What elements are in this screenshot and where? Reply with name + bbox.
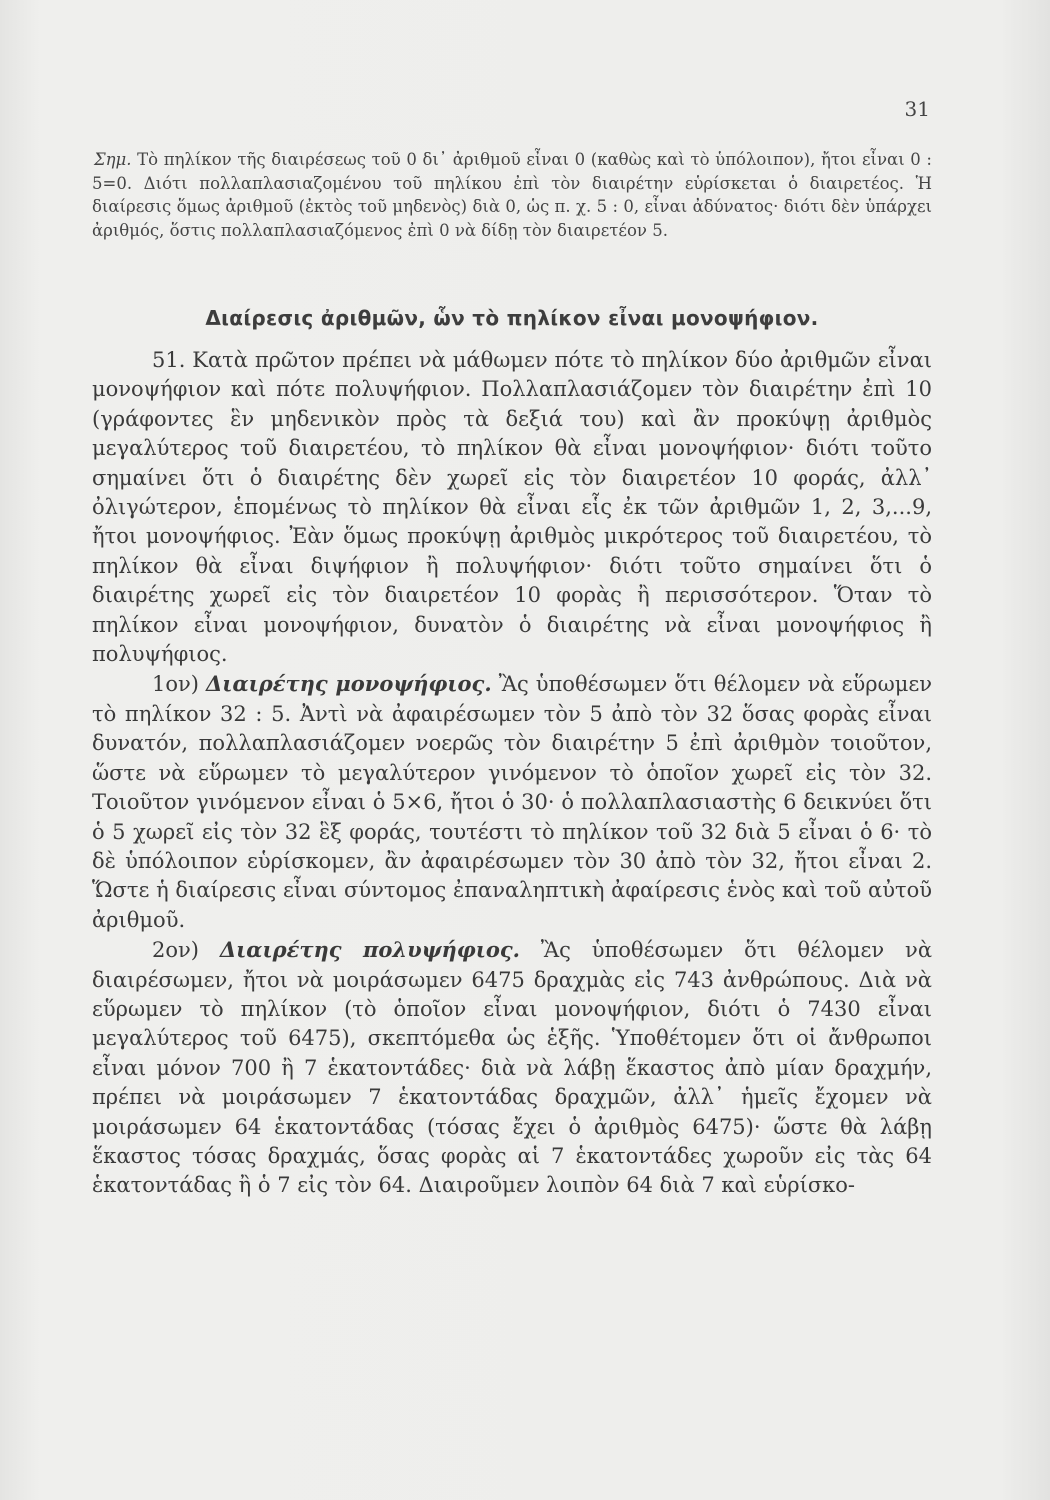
case-2-title: Διαιρέτης πολυψήφιος. — [219, 937, 520, 963]
case-2-text: Ἂς ὑποθέσωμεν ὅτι θέλομεν νὰ διαιρέσωμεν, ἤτοι νὰ μοιράσωμεν 6475 δραχμὰς εἰς 743 ἀνθρώπους. Διὰ νὰ εὕρωμεν τὸ πηλίκον (τὸ ὁποῖον εἶναι μονοψήφιον, διότι ὁ 7430 εἶναι μεγαλύτερος τοῦ 6475), σκεπτόμεθα ὡς ἑξῆς. Ὑποθέτομεν ὅτι οἱ ἄνθρωποι εἶναι μόνον 700 ἢ 7 ἑκατοντάδες· διὰ νὰ λάβῃ ἕκαστος ἀπὸ μίαν δραχμήν, πρέπει νὰ μοιράσωμεν 7 ἑκατοντάδας δραχμῶν, ἀλλ᾽ ἡμεῖς ἔχομεν νὰ μοιράσωμεν 64 ἑκατοντάδας (τόσας ἔχει ὁ ἀριθμὸς 6475)· ὥστε θὰ λάβῃ ἕκαστος τόσας δραχμάς, ὅσας φορὰς αἱ 7 ἑκατοντάδες χωροῦν εἰς τὰς 64 ἑκατοντάδας ἢ ὁ 7 εἰς τὸν 64. Διαιροῦμεν λοιπὸν 64 διὰ 7 καὶ εὑρίσκο- — [92, 938, 933, 1198]
case-2-prefix: 2ον) — [152, 938, 220, 963]
case-1-title: Διαιρέτης μονοψήφιος. — [206, 671, 492, 697]
case-1-prefix: 1ον) — [152, 672, 207, 697]
note-paragraph — [92, 148, 932, 242]
paragraph-case-2 — [92, 935, 932, 1201]
page-number: 31 — [904, 97, 930, 121]
paragraph-case-1 — [92, 669, 932, 935]
paragraph-51: 51. Κατὰ πρῶτον πρέπει νὰ μάθωμεν πότε τὸ πηλίκον δύο ἀριθμῶν εἶναι μονοψήφιον καὶ πότε πολυψήφιον. Πολλαπλασιάζομεν τὸν διαιρέτην ἐπὶ 10 (γράφοντες ἓν μηδενικὸν πρὸς τὰ δεξιά του) καὶ ἂν προκύψῃ ἀριθμὸς μεγαλύτερος τοῦ διαιρετέου, τὸ πηλίκον θὰ εἶναι μονοψήφιον· διότι τοῦτο σημαίνει ὅτι ὁ διαιρέτης δὲν χωρεῖ εἰς τὸν διαιρετέον 10 φοράς, ἀλλ᾽ ὀλιγώτερον, ἑπομένως τὸ πηλίκον θὰ εἶναι εἷς ἐκ τῶν ἀριθμῶν 1, 2, 3,...9, ἤτοι μονοψήφιος. Ἐὰν ὅμως προκύψῃ ἀριθμὸς μικρότερος τοῦ διαιρετέου, τὸ πηλίκον θὰ εἶναι διψήφιον ἢ πολυψήφιον· διότι τοῦτο σημαίνει ὅτι ὁ διαιρέτης χωρεῖ εἰς τὸν διαιρετέον 10 φορὰς ἢ περισσότερον. Ὅταν τὸ πηλίκον εἶναι μονοψήφιον, δυνατὸν ὁ διαιρέτης νὰ εἶναι μονοψήφιος ἢ πολυψήφιος. — [92, 348, 932, 667]
case-1-text: Ἂς ὑποθέσωμεν ὅτι θέλομεν νὰ εὕρωμεν τὸ πηλίκον 32 : 5. Ἀντὶ νὰ ἀφαιρέσωμεν τὸν 5 ἀπὸ τὸν 32 ὅσας φορὰς εἶναι δυνατόν, πολλαπλασιάζομεν νοερῶς τὸν διαιρέτην 5 ἐπὶ ἀριθμὸν τοιοῦτον, ὥστε νὰ εὕρωμεν τὸ μεγαλύτερον γινόμενον τὸ ὁποῖον χωρεῖ εἰς τὸν 32. Τοιοῦτον γινόμενον εἶναι ὁ 5×6, ἤτοι ὁ 30· ὁ πολλαπλασιαστὴς 6 δεικνύει ὅτι ὁ 5 χωρεῖ εἰς τὸν 32 ἓξ φοράς, τουτέστι τὸ πηλίκον τοῦ 32 διὰ 5 εἶναι ὁ 6· τὸ δὲ ὑπόλοιπον εὑρίσκομεν, ἂν ἀφαιρέσωμεν τὸν 30 ἀπὸ τὸν 32, ἤτοι εἶναι 2. Ὥστε ἡ διαίρεσις εἶναι σύντομος ἐπαναληπτικὴ ἀφαίρεσις ἑνὸς καὶ τοῦ αὐτοῦ ἀριθμοῦ. — [92, 672, 933, 932]
section-heading: Διαίρεσις ἀριθμῶν, ὧν τὸ πηλίκον εἶναι μονοψήφιον. — [205, 306, 819, 330]
note-label: Σημ. — [94, 150, 132, 169]
note-text: Τὸ πηλίκον τῆς διαιρέσεως τοῦ 0 δι᾽ ἀριθμοῦ εἶναι 0 (καθὼς καὶ τὸ ὑπόλοιπον), ἤτοι εἶναι 0 : 5=0. Διότι πολλαπλασιαζομένου τοῦ πηλίκου ἐπὶ τὸν διαιρέτην εὑρίσκεται ὁ διαιρετέος. Ἡ διαίρεσις ὅμως ἀριθμοῦ (ἐκτὸς τοῦ μηδενὸς) διὰ 0, ὡς π. χ. 5 : 0, εἶναι ἀδύνατος· διότι δὲν ὑπάρχει ἀριθμός, ὅστις πολλαπλασιαζόμενος ἐπὶ 0 νὰ δίδῃ τὸν διαιρετέον 5. — [92, 150, 932, 240]
main-text — [92, 346, 932, 1201]
